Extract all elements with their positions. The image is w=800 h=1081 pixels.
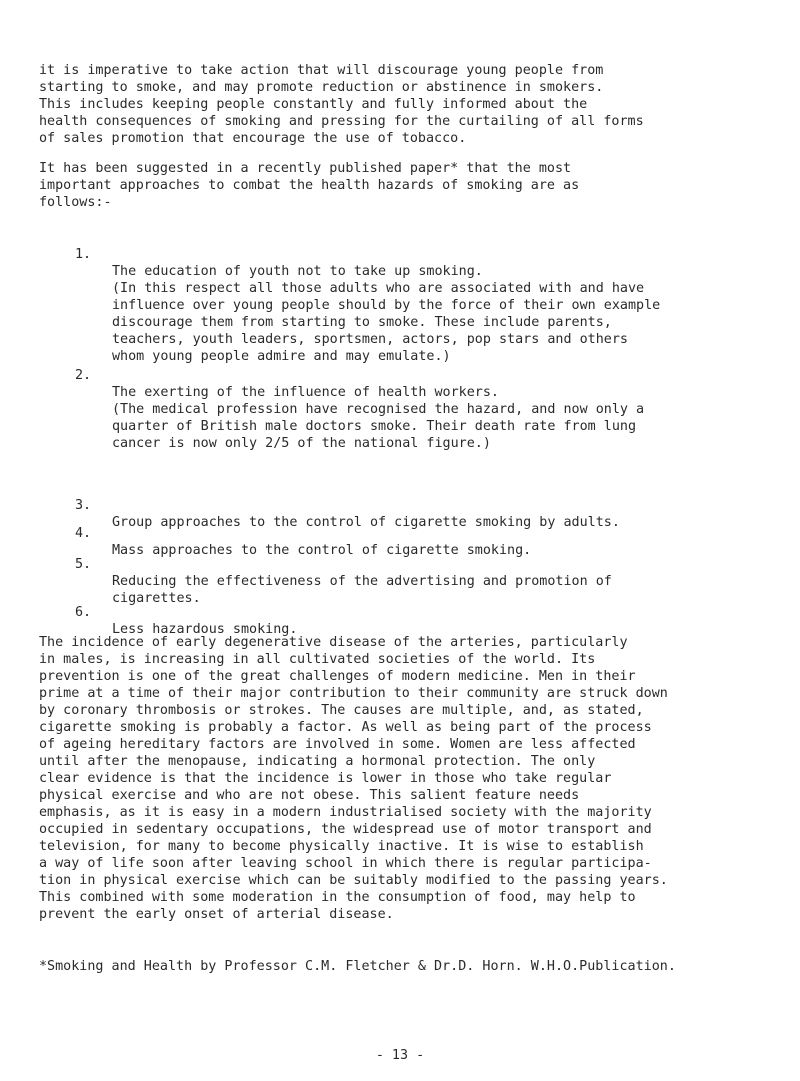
list-item-text: Group approaches to the control of cigarette smoking by adults.	[112, 515, 620, 530]
list-item-number: 6.	[75, 605, 92, 620]
list-item-number: 2.	[75, 368, 92, 383]
list-item-text: Less hazardous smoking.	[112, 622, 298, 637]
list-item-text: The education of youth not to take up smoking. (In this respect all those adults who are associated with and have influence over young people should by the force of their own example discourage them from starting to smoke. These include parents, teachers, youth leaders, sportsmen, actors, pop stars and others whom young people admire and may emulate.)	[112, 264, 661, 364]
list-item-text: Reducing the effectiveness of the advertising and promotion of cigarettes.	[112, 574, 612, 606]
list-item-number: 4.	[75, 526, 92, 541]
paragraph-arterial-disease: The incidence of early degenerative disease of the arteries, particularly in males, is increasing in all cultivated societies of the world. Its prevention is one of the great challenges of modern medicine. Men in their prime at a time of their major contribution to their community are struck down by coronary thrombosis or strokes. The causes are multiple, and, as stated, cigarette smoking is probably a factor. As well as being part of the process of ageing hereditary factors are involved in some. Women are less affected until after the menopause, indicating a hormonal protection. The only clear evidence is that the incidence is lower in those who take regular physical exercise and who are not obese. This salient feature needs emphasis, as it is easy in a modern industrialised society with the majority occupied in sedentary occupations, the widespread use of motor transport and television, for many to become physically inactive. It is wise to establish a way of life soon after leaving school in which there is regular participa- tion in physical exercise which can be suitably modified to the passing years. This combined with some moderation in the consumption of food, may help to prevent the early onset of arterial disease.	[39, 635, 668, 922]
paragraph-intro: it is imperative to take action that will discourage young people from starting to smoke, and may promote reduction or abstinence in smokers. This includes keeping people constantly and fully informed about the health consequences of smoking and pressing for the curtailing of all forms of sales promotion that encourage the use of tobacco.	[39, 63, 644, 146]
page-number: - 13 -	[375, 1048, 425, 1063]
list-item-text: Mass approaches to the control of cigarette smoking.	[112, 543, 532, 558]
list-item	[75, 229, 775, 364]
paragraph-suggested-approaches: It has been suggested in a recently published paper* that the most important approaches to combat the health hazards of smoking are as follows:-	[39, 161, 580, 210]
list-item-text: The exerting of the influence of health workers. (The medical profession have recognised the hazard, and now only a quarter of British male doctors smoke. Their death rate from lung cancer is now only 2/5 of the national figure.)	[112, 385, 645, 451]
list-item-number: 5.	[75, 557, 92, 572]
list-item-number: 1.	[75, 247, 92, 262]
list-item-number: 3.	[75, 498, 92, 513]
list-item	[75, 350, 775, 451]
footnote: *Smoking and Health by Professor C.M. Fletcher & Dr.D. Horn. W.H.O.Publication.	[39, 959, 676, 974]
